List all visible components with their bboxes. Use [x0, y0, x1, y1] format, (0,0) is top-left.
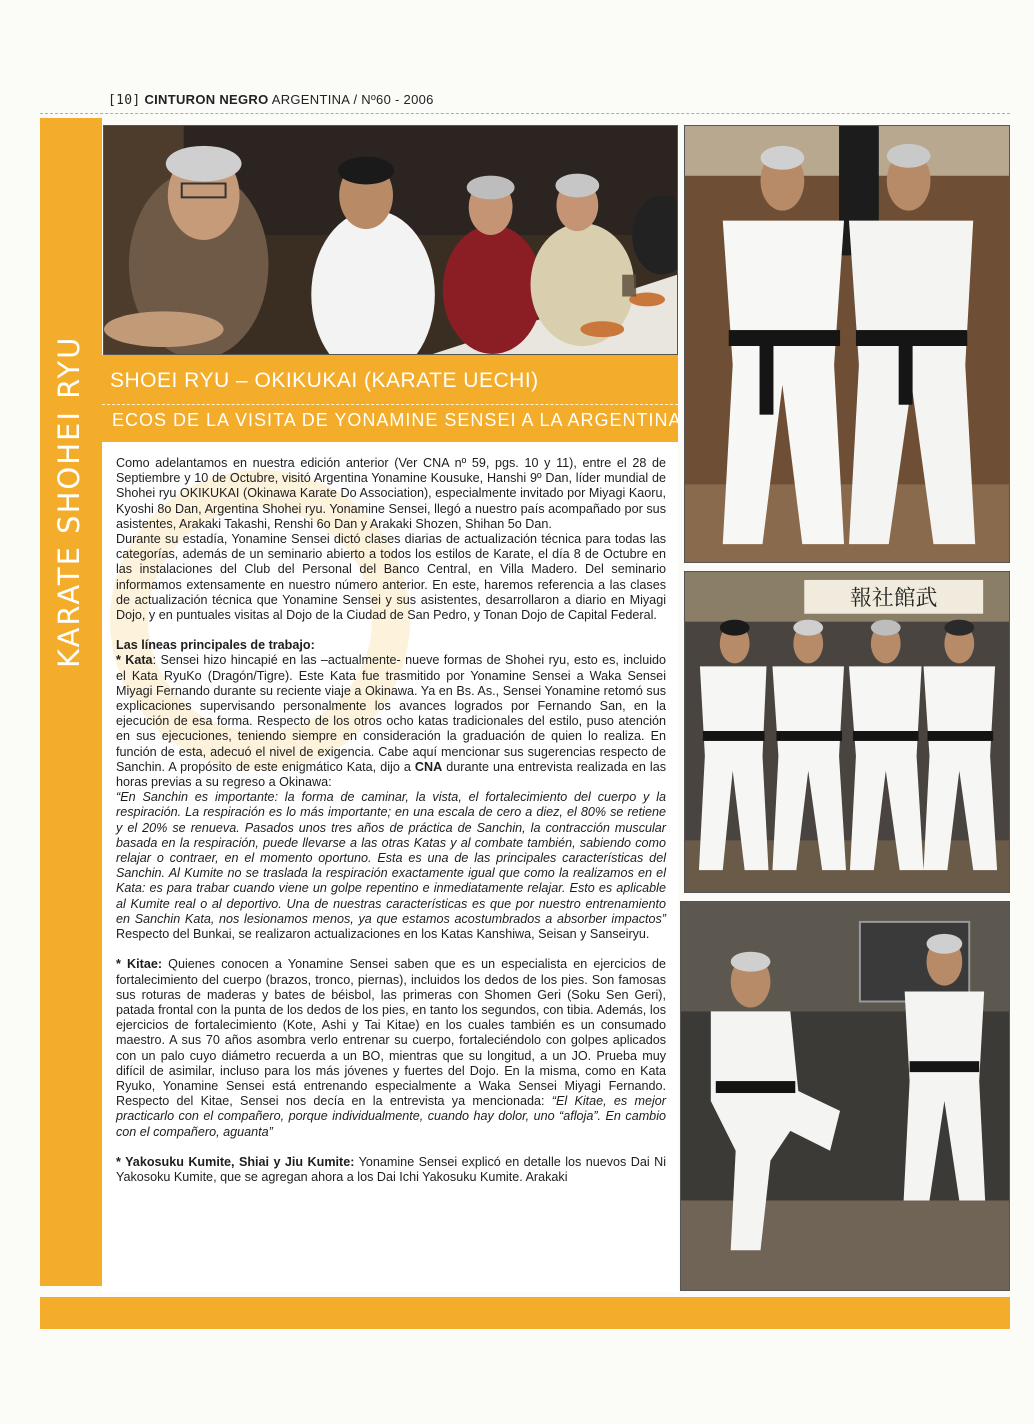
four-karateka-dojo-photo [684, 571, 1010, 893]
kitae-quote: “El Kitae, es mejor practicarlo con el compañero, porque individualmente, cuando hay dolor, uno “afloja”. En cambio con el compañero, aguanta” [116, 1094, 666, 1139]
page-header [108, 92, 434, 108]
two-masters-in-gi-photo [684, 125, 1010, 563]
cna-mention: CNA [414, 759, 443, 774]
issue-number: / Nº60 - 2006 [353, 92, 434, 107]
lines-heading: Las líneas principales de trabajo: [116, 638, 315, 653]
section-sidebar-label: KARATE SHOHEI RYU [52, 335, 86, 668]
title-divider [102, 404, 678, 405]
kitae-label: * Kitae: [116, 957, 163, 972]
article-body [116, 456, 666, 1185]
yakosuku-text: Yonamine Sensei explicó en detalle los nuevos Dai Ni Yakosoku Kumite, que se agregan ahora a los Dai Ichi Yakosuku Kumite. Arakaki [116, 1154, 666, 1184]
header-divider [40, 113, 1010, 114]
kata-text: : Sensei hizo hincapié en las –actualmente- nueve formas de Shohei ryu, esto es, incluido el Kata RyuKo (Dragón/Tigre). Este Kata fue trasmitido por Yonamine Sensei a Waka Sensei Miyagi Fernando durante su reciente viaje a Okinawa. Ya en Bs. As., Sensei Yonamine retomó sus explicaciones supervisando personalmente los avances logrados por Fernando San, en la ejecución de esa forma. Respecto de los otros ocho katas tradicionales del estilo, puso atención en sus ejecuciones, teniendo siempre en consideración la graduación de quien lo realiza. En función de esta, adecuó el nivel de exigencia. Cabe aquí mencionar sus sugerencias respecto de Sanchin. A propósito de este enigmático Kata, dijo a [116, 653, 667, 774]
article-subtitle: ECOS DE LA VISITA DE YONAMINE SENSEI A LA ARGENTINA [112, 410, 682, 430]
yakosuku-paragraph [116, 1155, 666, 1185]
kata-label: * Kata [116, 653, 153, 668]
sanchin-quote: “En Sanchin es importante: la forma de caminar, la vista, el fortalecimiento del cuerpo y la respiración. La respiración es lo más importante; en una escala de cero a diez, el 80% se retiene y el 20% se renueva. Pasados unos tres años de práctica de Sanchin, la contracción muscular basada en la respiración, puede llevarse a las otras Katas y al combate también, sabiendo como relajar o contraer, en el momento oportuno. Esta es una de las principales características del Sanchin. Al Kumite no se traslada la respiración exactamente igual que como la realizamos en el Kata: es para trabar cuando viene un golpe repentino e inmediatamente relajar. Esto es aplicable al Kumite real o al deportivo. Una de nuestras características es que por nuestro entrenamiento en Sanchin Kata, nos lesionamos menos, ya que estamos acostumbrados a absorber impactos” [116, 790, 666, 926]
page-number: [10] [108, 93, 141, 108]
bunkai-text: Respecto del Bunkai, se realizaron actualizaciones en los Katas Kanshiwa, Seisan y Sanseiryu. [116, 927, 650, 942]
magazine-country: ARGENTINA [271, 92, 350, 107]
kitae-text: Quienes conocen a Yonamine Sensei saben que es un especialista en ejercicios de fortalecimiento del cuerpo (brazos, tronco, piernas), incluidos los dedos de los pies. Son famosas sus roturas de maderas y bates de béisbol, las primeras con Shomen Geri (Soku Sen Geri), patada frontal con la punta de los dedos de los pies, en tanto los segundos, con tibia. Además, los ejercicios de fortalecimiento (Kote, Ashi y Tai Kitae) en los cuales también es un consumado maestro. A sus 70 años asombra verlo entrenar su cuerpo, fortaleciéndolo con golpes aplicados con un palo cuyo diámetro recuerda a un BO, mientras que su longitud, a un JO. Prueba muy difícil de asimilar, incluso para los más jóvenes y fuertes del Dojo. En la misma, como en Kata Ryuko, Yonamine Sensei está entrenando especialmente a Waka Sensei Miyagi Fernando. Respecto del Kitae, Sensei nos decía en la entrevista ya mencionada: [116, 957, 667, 1109]
yakosuku-label: * Yakosuku Kumite, Shiai y Jiu Kumite: [116, 1154, 355, 1169]
section-sidebar [40, 118, 102, 1286]
intro-paragraph: Como adelantamos en nuestra edición anterior (Ver CNA nº 59, pgs. 10 y 11), entre el 28 de Septiembre y 10 de Octubre, visitó Argentina Yonamine Kousuke, Hanshi 9º Dan, líder mundial de Shohei ryu OKIKUKAI (Okinawa Karate Do Association), especialmente invitado por Miyagi Kaoru, Kyoshi 8o Dan, Argentina Shohei ryu. Yonamine Sensei, llegó a nuestro país acompañado por sus asistentes, Arakaki Takashi, Renshi 6o Dan y Arakaki Shozen, Shihan 5o Dan. [116, 456, 666, 531]
article-title: SHOEI RYU – OKIKUKAI (KARATE UECHI) [110, 369, 539, 392]
kata-text-2: durante una entrevista realizada en las horas previas a su regreso a Okinawa: [116, 759, 666, 790]
group-dinner-photo [103, 125, 678, 355]
dojo-sign-text: 報社館武 [849, 585, 938, 611]
kata-paragraph [116, 653, 666, 790]
stay-paragraph: Durante su estadía, Yonamine Sensei dictó clases diarias de actualización técnica para todas las categorías, además de un seminario abierto a todos los estilos de Karate, el día 8 de Octubre en las instalaciones del Club del Personal del Banco Central, en Villa Madero. Del seminario informamos extensamente en nuestro número anterior. En este, haremos referencia a las clases de actualización técnica que Yonamine Sensei y sus asistentes, desarrollaron a diario en Miyagi Dojo, y en puntuales visitas al Dojo de la Ciudad de San Pedro, y Tonan Dojo de Capital Federal. [116, 532, 666, 623]
kata-quote-paragraph [116, 790, 666, 942]
footer-band [40, 1297, 1010, 1329]
magazine-name: CINTURON NEGRO [144, 92, 269, 107]
kitae-paragraph [116, 957, 666, 1139]
kick-demonstration-photo [680, 901, 1010, 1291]
